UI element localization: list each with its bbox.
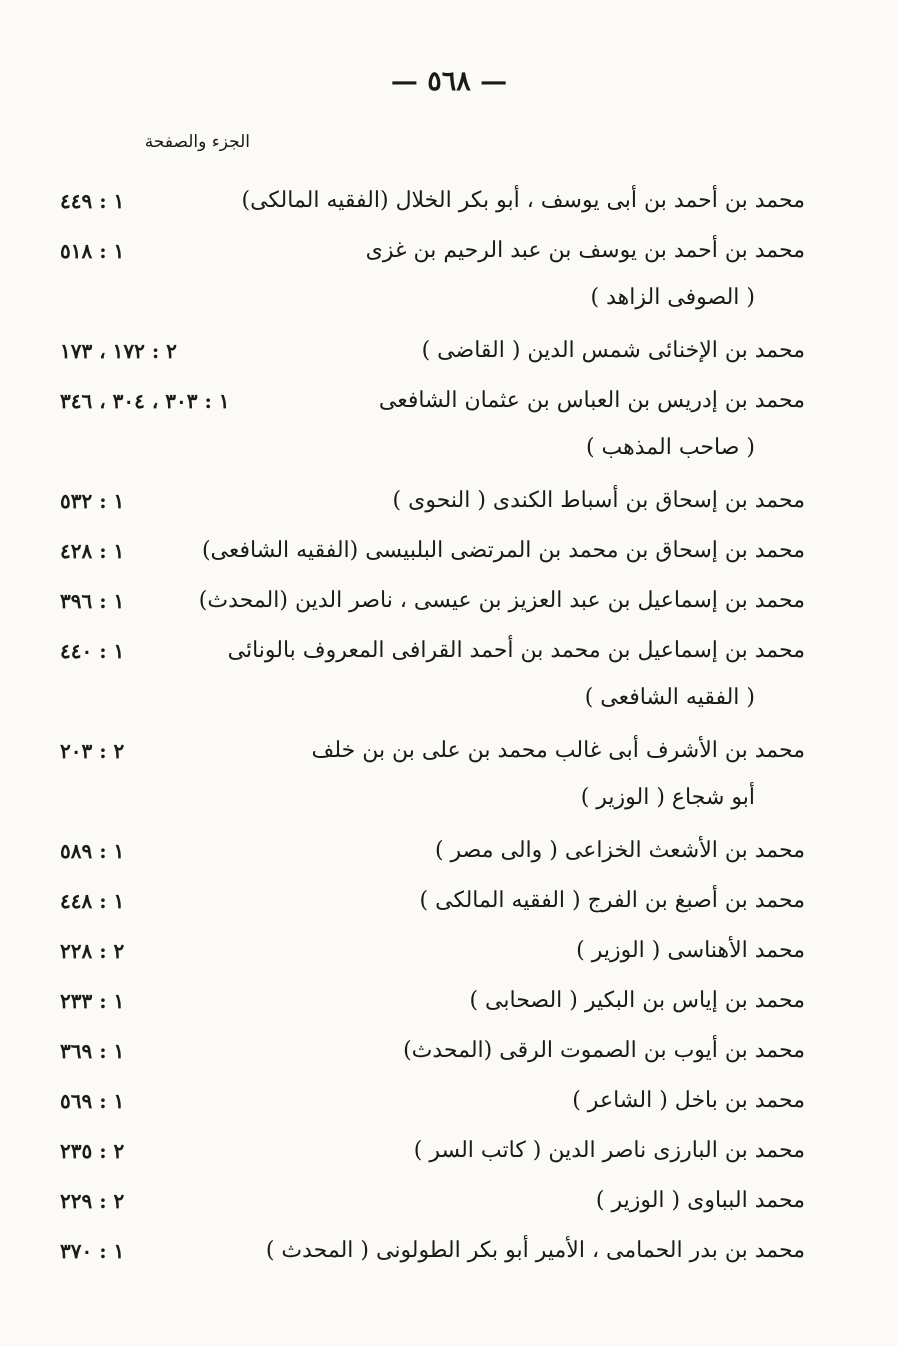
entry-name: محمد بن الإخنائى شمس الدين ( القاضى ) xyxy=(421,338,805,363)
index-entry xyxy=(60,970,805,1020)
entry-name: محمد بن إسحاق بن أسباط الكندى ( النحوى ) xyxy=(392,488,805,513)
entry-reference: ٢ : ٢٢٨ xyxy=(60,939,125,963)
entry-reference: ٢ : ٢٢٩ xyxy=(60,1189,125,1213)
index-entry xyxy=(60,470,805,520)
entry-reference: ٢ : ٢٣٥ xyxy=(60,1139,125,1163)
entry-reference: ١ : ٣٠٣ ، ٣٠٤ ، ٣٤٦ xyxy=(60,389,230,413)
index-entry xyxy=(60,870,805,920)
page-number: — ٥٦٨ — xyxy=(390,66,508,97)
entry-name-continuation: ( الفقيه الشافعى ) xyxy=(584,685,755,710)
entry-name: محمد بن بدر الحمامى ، الأمير أبو بكر الطولونى ( المحدث ) xyxy=(265,1238,805,1263)
entry-name: محمد بن باخل ( الشاعر ) xyxy=(572,1088,805,1113)
entry-name: محمد بن إياس بن البكير ( الصحابى ) xyxy=(469,988,805,1013)
index-entry xyxy=(60,820,805,870)
entry-name: محمد بن إسماعيل بن عبد العزيز بن عيسى ، ناصر الدين (المحدث) xyxy=(198,588,805,613)
entry-reference: ١ : ٤٤٠ xyxy=(60,639,125,663)
entry-name-continuation: ( الصوفى الزاهد ) xyxy=(590,285,755,310)
column-header: الجزء والصفحة xyxy=(144,132,250,152)
entry-name-continuation: ( صاحب المذهب ) xyxy=(585,435,755,460)
index-entry xyxy=(60,720,805,820)
entry-reference: ١ : ٤٤٩ xyxy=(60,189,125,213)
entry-name: محمد بن إسماعيل بن محمد بن أحمد القرافى المعروف بالونائى xyxy=(227,638,805,663)
entry-reference: ٢ : ١٧٢ ، ١٧٣ xyxy=(60,339,177,363)
index-entry xyxy=(60,220,805,320)
entry-reference: ١ : ٤٤٨ xyxy=(60,889,125,913)
entry-name: محمد بن الأشعث الخزاعى ( والى مصر ) xyxy=(434,838,805,863)
entry-reference: ١ : ٥٦٩ xyxy=(60,1089,125,1113)
index-entry xyxy=(60,1020,805,1070)
entry-reference: ١ : ٥٨٩ xyxy=(60,839,125,863)
entry-name: محمد البباوى ( الوزير ) xyxy=(595,1188,805,1213)
entry-reference: ١ : ٥٣٢ xyxy=(60,489,125,513)
index-entry xyxy=(60,1220,805,1270)
index-entry xyxy=(60,620,805,720)
entry-reference: ١ : ٣٦٩ xyxy=(60,1039,125,1063)
index-entry xyxy=(60,920,805,970)
entry-name: محمد بن أحمد بن يوسف بن عبد الرحيم بن غزى xyxy=(365,238,805,263)
entry-reference: ٢ : ٢٠٣ xyxy=(60,739,125,763)
index-entry xyxy=(60,320,805,370)
entry-reference: ١ : ٥١٨ xyxy=(60,239,125,263)
index-entry xyxy=(60,520,805,570)
index-entry xyxy=(60,370,805,470)
entry-reference: ١ : ٣٩٦ xyxy=(60,589,125,613)
entry-name: محمد الأهناسى ( الوزير ) xyxy=(576,938,805,963)
index-entry xyxy=(60,1070,805,1120)
entry-name-continuation: أبو شجاع ( الوزير ) xyxy=(580,785,755,810)
index-entry xyxy=(60,1120,805,1170)
entry-name: محمد بن الأشرف أبى غالب محمد بن على بن بن خلف xyxy=(311,738,805,763)
index-entry xyxy=(60,570,805,620)
index-entry xyxy=(60,1170,805,1220)
entry-reference: ١ : ٢٣٣ xyxy=(60,989,125,1013)
index-entry xyxy=(60,170,805,220)
entry-name: محمد بن أحمد بن أبى يوسف ، أبو بكر الخلال (الفقيه المالكى) xyxy=(241,188,805,213)
entry-name: محمد بن إدريس بن العباس بن عثمان الشافعى xyxy=(378,388,805,413)
entry-reference: ١ : ٤٢٨ xyxy=(60,539,125,563)
entry-name: محمد بن البارزى ناصر الدين ( كاتب السر ) xyxy=(413,1138,805,1163)
entry-reference: ١ : ٣٧٠ xyxy=(60,1239,125,1263)
entry-name: محمد بن أصبغ بن الفرج ( الفقيه المالكى ) xyxy=(419,888,805,913)
index-entries xyxy=(60,170,805,1270)
entry-name: محمد بن إسحاق بن محمد بن المرتضى البلبيسى (الفقيه الشافعى) xyxy=(201,538,805,563)
entry-name: محمد بن أيوب بن الصموت الرقى (المحدث) xyxy=(403,1038,805,1063)
